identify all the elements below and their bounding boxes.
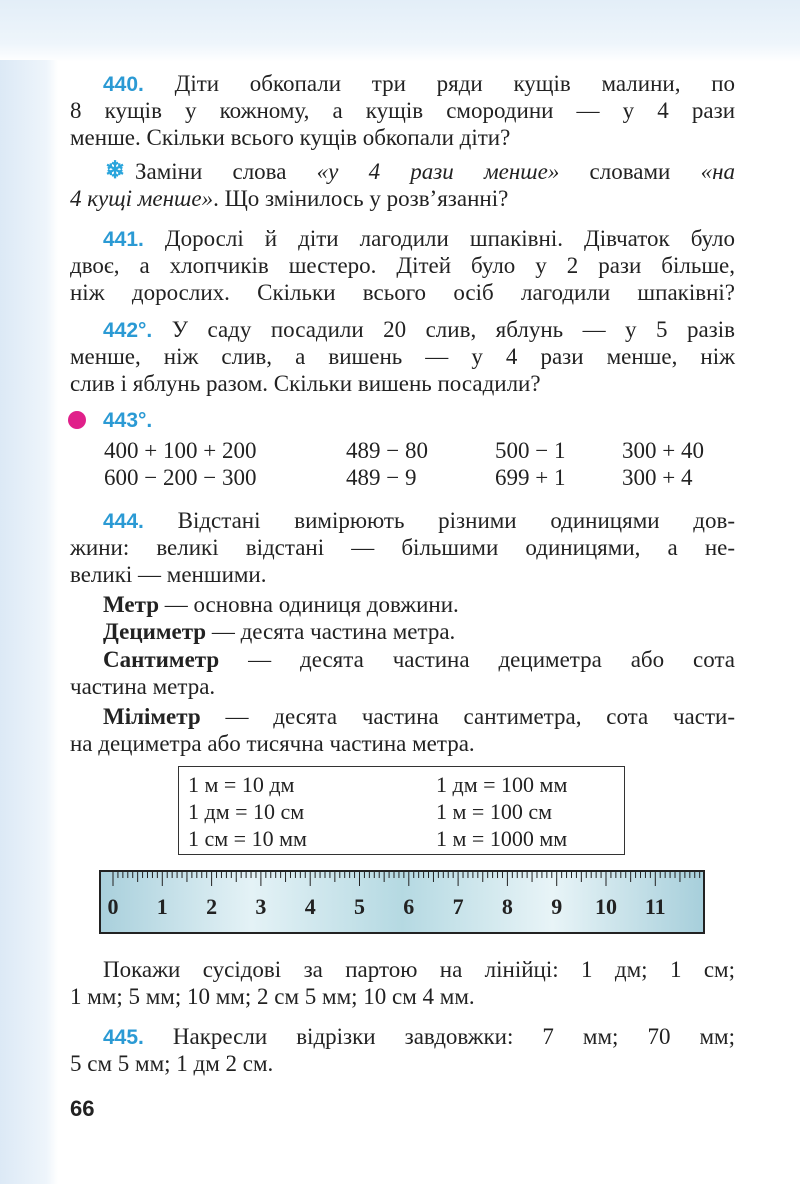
italic-text: «у 4 рази менше» xyxy=(316,159,560,184)
expression: 400 + 100 + 200 xyxy=(104,438,257,463)
conversion: 1 дм = 10 см xyxy=(188,799,305,824)
text-line: жини: великі відстані — більшими одиницями, а не- xyxy=(70,535,735,560)
expression: 600 − 200 − 300 xyxy=(104,465,257,490)
text-line: Накресли відрізки завдовжки: 7 мм; 70 мм; xyxy=(172,1024,735,1049)
ruler-number: 11 xyxy=(644,894,666,919)
text-line: Діти обкопали три ряди кущів малини, по xyxy=(174,71,736,96)
exercise-number: 440. xyxy=(103,73,144,96)
ruler-number: 3 xyxy=(255,894,267,919)
term: Дециметр xyxy=(103,619,207,644)
text-line: слив і яблунь разом. Скільки вишень посадили? xyxy=(70,371,541,396)
exercise-number: 443°. xyxy=(103,409,153,432)
italic-text: «на xyxy=(700,159,735,184)
expression: 500 − 1 xyxy=(495,438,566,463)
ruler-number: 0 xyxy=(107,894,119,919)
exercise-number: 441. xyxy=(103,228,144,251)
text-line: менше. Скільки всього кущів обкопали діти? xyxy=(70,125,511,150)
ruler-number: 10 xyxy=(595,894,617,919)
text-line: Покажи сусідові за партою на лінійці: 1 дм; 1 см; xyxy=(103,957,735,982)
top-band xyxy=(0,0,800,62)
text-line: 8 кущів у кожному, а кущів смородини — у 4 рази xyxy=(70,98,735,123)
unit-conversion-table xyxy=(178,766,625,855)
conversion: 1 дм = 100 мм xyxy=(436,772,568,797)
text-line: ніж дорослих. Скільки всього осіб лагодили шпаківні? xyxy=(70,280,735,305)
definition: — десята частина метра. xyxy=(206,619,456,644)
ruler-number: 5 xyxy=(354,894,365,919)
definition: частина метра. xyxy=(70,674,216,699)
conversion: 1 м = 1000 мм xyxy=(436,826,568,851)
term: Міліметр xyxy=(103,704,201,729)
conversion: 1 м = 100 см xyxy=(436,799,553,824)
side-band xyxy=(0,60,58,1184)
conversion: 1 см = 10 мм xyxy=(188,826,307,851)
term: Метр xyxy=(103,592,159,617)
ruler-number: 2 xyxy=(206,894,218,919)
text-line: Відстані вимірюють різними одиницями дов- xyxy=(177,508,735,533)
text-line: Дорослі й діти лагодили шпаківні. Дівчаток було xyxy=(164,226,736,251)
text-line: 5 см 5 мм; 1 дм 2 см. xyxy=(70,1051,274,1076)
text-line: двоє, а хлопчиків шестеро. Дітей було у 2 рази більше, xyxy=(70,253,735,278)
text: Заміни слова xyxy=(135,159,317,184)
expression: 489 − 80 xyxy=(346,438,428,463)
definition: — основна одиниця довжини. xyxy=(158,592,459,617)
term: Сантиметр xyxy=(103,647,220,672)
expression: 300 + 40 xyxy=(622,438,704,463)
text: . Що змінилось у розв’язанні? xyxy=(213,186,509,211)
expression: 489 − 9 xyxy=(346,465,417,490)
text-line: У саду посадили 20 слив, яблунь — у 5 разів xyxy=(171,317,735,342)
text: словами xyxy=(559,159,701,184)
snowflake-icon: ❄ xyxy=(105,158,126,184)
text-line: менше, ніж слив, а вишень — у 4 рази менше, ніж xyxy=(70,344,735,369)
exercise-number: 445. xyxy=(103,1026,144,1049)
definition: на дециметра або тисячна частина метра. xyxy=(70,731,475,756)
ruler-number: 4 xyxy=(304,894,316,919)
exercise-number: 444. xyxy=(103,510,144,533)
ruler-number: 9 xyxy=(551,894,563,919)
definition: — десята частина дециметра або сота xyxy=(219,647,735,672)
expression: 699 + 1 xyxy=(495,465,566,490)
conversion: 1 м = 10 дм xyxy=(188,772,295,797)
text-line: 1 мм; 5 мм; 10 мм; 2 см 5 мм; 10 см 4 мм. xyxy=(70,984,475,1009)
ruler xyxy=(99,870,705,934)
bullet-dot-icon xyxy=(68,411,86,429)
definition: — десята частина сантиметра, сота части- xyxy=(200,704,735,729)
italic-text: 4 кущі менше» xyxy=(70,186,214,211)
ruler-number: 7 xyxy=(452,894,464,919)
exercise-number: 442°. xyxy=(103,319,153,342)
ruler-number: 1 xyxy=(156,894,168,919)
page-number: 66 xyxy=(70,1096,95,1121)
text-line: великі — меншими. xyxy=(70,562,267,587)
ruler-number: 6 xyxy=(403,894,415,919)
ruler-number: 8 xyxy=(501,894,513,919)
expression: 300 + 4 xyxy=(622,465,693,490)
